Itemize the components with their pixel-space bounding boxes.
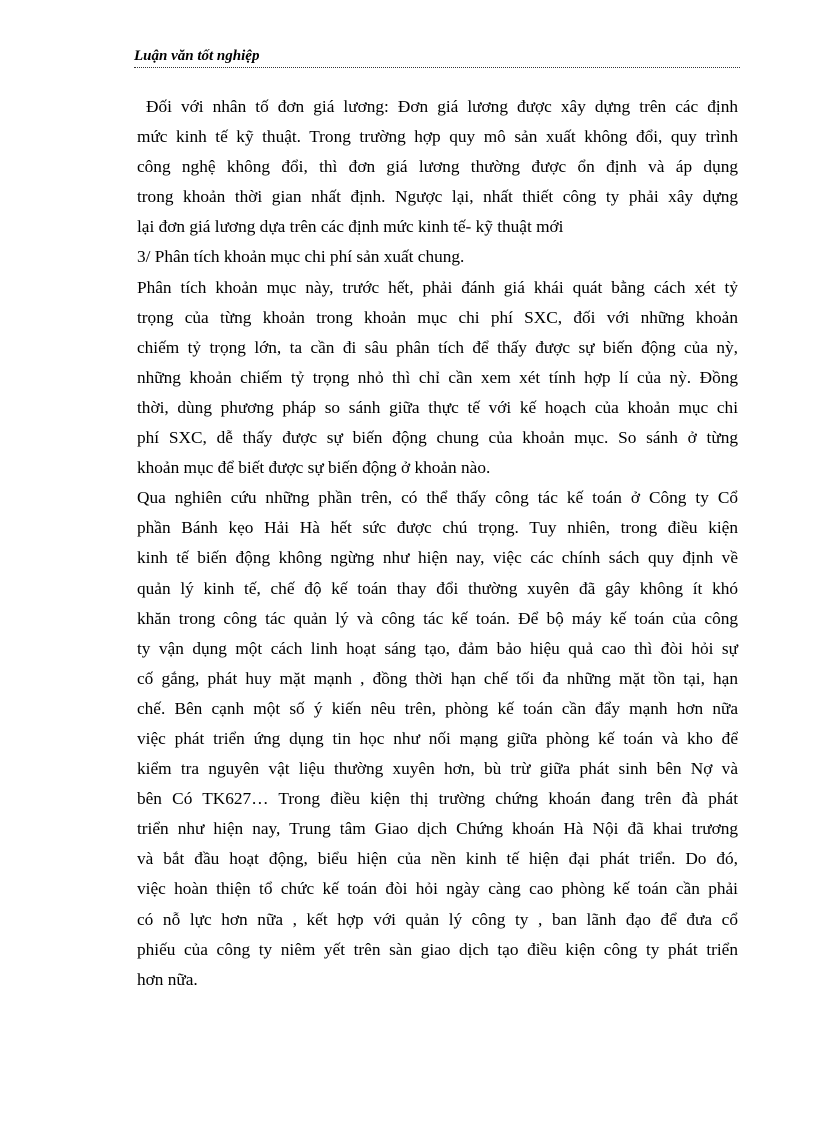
text-line: thời, dùng phương pháp so sánh giữa thực tế với kế hoạch của khoản mục chi bbox=[137, 397, 738, 417]
text-line: chiếm tỷ trọng lớn, ta cần đi sâu phân tích để thấy được sự biến động của nỳ, bbox=[137, 337, 738, 357]
text-line: hơn nữa. bbox=[137, 969, 198, 989]
text-line: lại đơn giá lương dựa trên các định mức kinh tế- kỹ thuật mới bbox=[137, 217, 564, 237]
text-line: cố gắng, phát huy mặt mạnh , đồng thời hạn chế tối đa những mặt tồn tại, hạn bbox=[137, 668, 738, 688]
text-line: bên Có TK627… Trong điều kiện thị trường chứng khoán đang trên đà phát bbox=[137, 789, 738, 809]
header-title: Luận văn tốt nghiệp bbox=[134, 48, 260, 64]
text-line: Phân tích khoản mục này, trước hết, phải đánh giá khái quát bằng cách xét tỷ bbox=[137, 277, 738, 297]
text-line: kinh tế biến động không ngừng như hiện nay, việc các chính sách quy định về bbox=[137, 548, 738, 568]
text-line: Qua nghiên cứu những phần trên, có thể thấy công tác kế toán ở Công ty Cổ bbox=[137, 488, 738, 508]
text-line: triển như hiện nay, Trung tâm Giao dịch Chứng khoán Hà Nội đã khai trương bbox=[137, 819, 738, 839]
text-line: phần Bánh kẹo Hải Hà hết sức được chú trọng. Tuy nhiên, trong điều kiện bbox=[137, 518, 738, 538]
text-line: việc phát triển ứng dụng tin học như nối mạng giữa phòng kế toán và kho để bbox=[137, 728, 738, 748]
text-line: có nỗ lực hơn nữa , kết hợp với quản lý công ty , ban lãnh đạo để đưa cổ bbox=[137, 909, 738, 929]
text-line: quản lý kinh tế, chế độ kế toán thay đổi thường xuyên đã gây không ít khó bbox=[137, 578, 738, 598]
text-line: những khoản chiếm tỷ trọng nhỏ thì chỉ cần xem xét tính hợp lí của nỳ. Đồng bbox=[137, 367, 738, 387]
text-line: mức kinh tế kỹ thuật. Trong trường hợp quy mô sản xuất không đổi, quy trình bbox=[137, 127, 738, 147]
page-header bbox=[134, 47, 740, 68]
text-line: khăn trong công tác quản lý và công tác kế toán. Để bộ máy kế toán của công bbox=[137, 608, 738, 628]
text-line: trong khoản thời gian nhất định. Ngược lại, nhất thiết công ty phải xây dựng bbox=[137, 187, 738, 207]
document-body bbox=[137, 92, 738, 995]
text-line: trọng của từng khoản trong khoản mục chi phí SXC, đối với những khoản bbox=[137, 307, 738, 327]
text-line: khoản mục để biết được sự biến động ở khoản nào. bbox=[137, 458, 491, 478]
text-line: công nghệ không đổi, thì đơn giá lương thường được ổn định và áp dụng bbox=[137, 157, 738, 177]
text-line: phí SXC, dễ thấy được sự biến động chung của khoản mục. So sánh ở từng bbox=[137, 428, 738, 448]
text-line: chế. Bên cạnh một số ý kiến nêu trên, phòng kế toán cần đẩy mạnh hơn nữa bbox=[137, 698, 738, 718]
text-line: và bắt đầu hoạt động, biểu hiện của nền kinh tế hiện đại phát triển. Do đó, bbox=[137, 849, 738, 869]
text-line: việc hoàn thiện tổ chức kế toán đòi hỏi ngày càng cao phòng kế toán cần phải bbox=[137, 879, 738, 899]
text-line: phiếu của công ty niêm yết trên sàn giao dịch tạo điều kiện công ty phát triển bbox=[137, 939, 738, 959]
text-line: kiểm tra nguyên vật liệu thường xuyên hơn, bù trừ giữa phát sinh bên Nợ và bbox=[137, 759, 738, 779]
text-line: Đối với nhân tố đơn giá lương: Đơn giá lương được xây dựng trên các định bbox=[146, 97, 738, 116]
text-line: ty vận dụng một cách linh hoạt sáng tạo, đảm bảo hiệu quả cao thì đòi hỏi sự bbox=[137, 638, 738, 658]
section-heading: 3/ Phân tích khoản mục chi phí sản xuất chung. bbox=[137, 247, 465, 267]
